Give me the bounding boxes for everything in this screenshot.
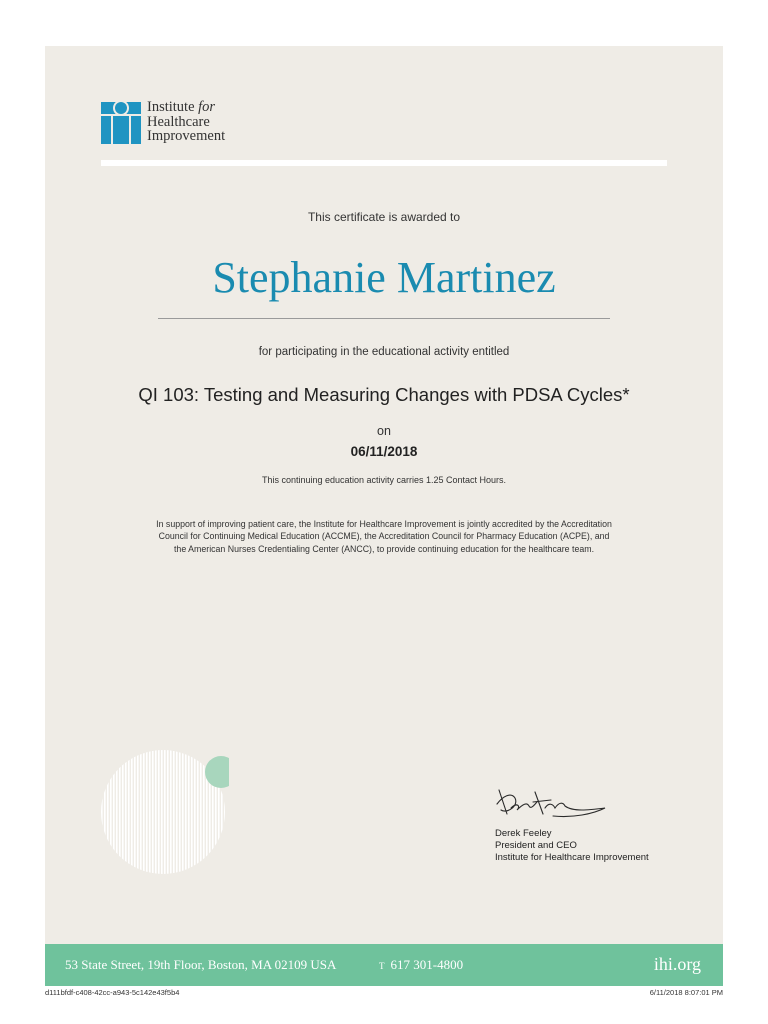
name-underline [158, 318, 610, 319]
completion-date: 06/11/2018 [350, 444, 418, 459]
logo-line2: Healthcare [147, 113, 210, 130]
footer-website[interactable]: ihi.org [653, 954, 701, 974]
phone-number: 617 301-4800 [390, 957, 464, 972]
phone-prefix: T [379, 961, 385, 971]
decorative-circle-graphic [101, 746, 229, 874]
contact-hours: This continuing education activity carries 1.25 Contact Hours. [261, 475, 507, 485]
participating-text: for participating in the educational activity entitled [258, 346, 510, 358]
certificate [45, 46, 723, 986]
awarded-text: This certificate is awarded to [307, 210, 461, 224]
generated-timestamp: 6/11/2018 8:07:01 PM [649, 988, 723, 997]
document-id: d111bfdf-c408-42cc-a943-5c142e43f5b4 [45, 988, 180, 997]
logo-line3: Improvement [147, 128, 226, 144]
footer-phone [379, 957, 463, 973]
on-text: on [377, 424, 391, 438]
top-divider [101, 160, 667, 166]
logo-wordmark [147, 100, 225, 144]
accreditation-statement: In support of improving patient care, the Institute for Healthcare Improvement is jointly accredited by the Accreditation Council for Continuing Medical Education (ACCME), the Accreditation Council for Pharmacy Education (ACPE), and the American Nurses Credentialing Center (ANCC), to provide continuing education for the healthcare team. [156, 519, 612, 554]
signer-org: Institute for Healthcare Improvement [495, 852, 649, 863]
logo-line1: Institute [147, 99, 195, 115]
signer-name: Derek Feeley [495, 828, 552, 839]
ihi-logo [101, 100, 225, 144]
footer-bar [45, 944, 723, 986]
recipient-name: Stephanie Martinez [212, 253, 556, 302]
logo-line1-italic: for [198, 99, 216, 115]
signer-block [495, 828, 649, 864]
ihi-logo-icon [101, 100, 141, 144]
footer-address: 53 State Street, 19th Floor, Boston, MA 02109 USA [65, 957, 337, 972]
activity-title: QI 103: Testing and Measuring Changes with PDSA Cycles* [138, 384, 630, 405]
signature-graphic [493, 784, 609, 826]
signer-title: President and CEO [495, 840, 577, 851]
